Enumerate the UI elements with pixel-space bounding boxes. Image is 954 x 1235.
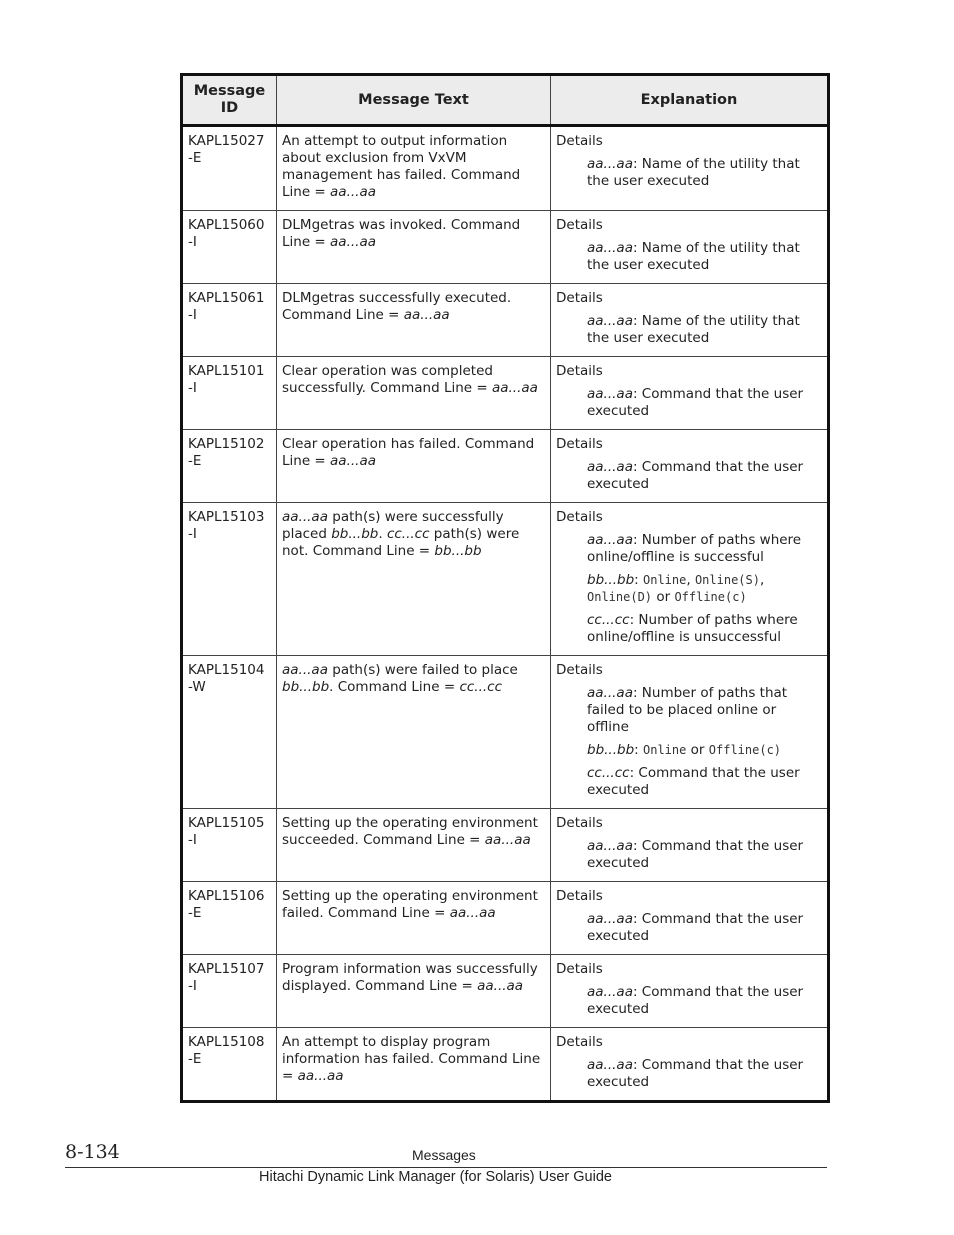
details-label: Details [556, 815, 603, 831]
message-id: KAPL15106 -E [182, 882, 277, 955]
details-label: Details [556, 662, 603, 678]
text-run: Clear operation was completed successfully. Command Line = [282, 363, 493, 396]
variable-text: aa...aa [403, 307, 450, 323]
details-label: Details [556, 290, 603, 306]
explanation-item [587, 240, 822, 274]
text-run: Program information was successfully displayed. Command Line = [282, 961, 538, 994]
message-text [277, 1028, 551, 1102]
message-text [277, 284, 551, 357]
text-run: : Command that the user executed [587, 911, 804, 944]
variable-text: aa...aa [587, 984, 633, 1000]
explanation [551, 656, 829, 809]
message-text [277, 430, 551, 503]
explanation-item [587, 1057, 822, 1091]
explanation [551, 126, 829, 211]
message-text [277, 357, 551, 430]
details-label: Details [556, 1034, 603, 1050]
explanation [551, 809, 829, 882]
text-run: Setting up the operating environment failed. Command Line = [282, 888, 538, 921]
variable-text: aa...aa [587, 911, 633, 927]
text-run: : Command that the user executed [587, 984, 804, 1017]
explanation-item [587, 459, 822, 493]
text-run: An attempt to output information about exclusion from VxVM management has failed. Command Line = [282, 133, 521, 200]
explanation-item [587, 685, 822, 736]
message-text [277, 126, 551, 211]
text-run: DLMgetras successfully executed. Command Line = [282, 290, 512, 323]
details-label: Details [556, 509, 603, 525]
message-id: KAPL15102 -E [182, 430, 277, 503]
text-run: path(s) were failed to place [327, 662, 518, 678]
explanation [551, 882, 829, 955]
variable-text: aa...aa [282, 509, 328, 525]
variable-text: aa...aa [587, 532, 633, 548]
text-run: or [652, 589, 675, 605]
text-run: : Number of paths that failed to be placed online or offline [587, 685, 788, 735]
variable-text: aa...aa [330, 453, 376, 469]
explanation-item [587, 572, 822, 606]
variable-text: aa...aa [282, 662, 328, 678]
variable-text: aa...aa [587, 685, 633, 701]
variable-text: aa...aa [330, 184, 376, 200]
variable-text: cc...cc [386, 526, 430, 542]
code-text: Offline(c) [708, 743, 782, 757]
text-run: Clear operation has failed. Command Line = [282, 436, 535, 469]
text-run: : Command that the user executed [587, 386, 804, 419]
explanation-item [587, 911, 822, 945]
text-run: An attempt to display program information has failed. Command Line = [282, 1034, 541, 1084]
explanation [551, 1028, 829, 1102]
message-id: KAPL15104 -W [182, 656, 277, 809]
text-run: path(s) were successfully placed [282, 509, 504, 542]
explanation [551, 284, 829, 357]
explanation-item [587, 612, 822, 646]
explanation-item [587, 156, 822, 190]
variable-text: aa...aa [587, 838, 633, 854]
code-text: Online(D) [587, 590, 653, 604]
text-run: DLMgetras was invoked. Command Line = [282, 217, 521, 250]
variable-text: bb...bb [587, 742, 635, 758]
text-run: : Command that the user executed [587, 838, 804, 871]
table-row [182, 955, 829, 1028]
variable-text: aa...aa [587, 156, 633, 172]
details-label: Details [556, 436, 603, 452]
variable-text: cc...cc [587, 612, 630, 628]
variable-text: aa...aa [491, 380, 538, 396]
table-row [182, 284, 829, 357]
message-text [277, 809, 551, 882]
text-run: . Command Line = [329, 679, 460, 695]
text-run: : Number of paths where online/offline is successful [587, 532, 802, 565]
variable-text: aa...aa [449, 905, 496, 921]
message-id: KAPL15061 -I [182, 284, 277, 357]
variable-text: aa...aa [587, 459, 633, 475]
variable-text: cc...cc [587, 765, 630, 781]
table-row [182, 430, 829, 503]
table-header-row [182, 75, 829, 126]
variable-text: bb...bb [282, 679, 330, 695]
variable-text: aa...aa [587, 313, 633, 329]
explanation-item [587, 838, 822, 872]
message-id: KAPL15060 -I [182, 211, 277, 284]
text-run: : Name of the utility that the user executed [587, 240, 800, 273]
header-explanation: Explanation [551, 75, 829, 126]
text-run: : Command that the user executed [587, 459, 804, 492]
code-text: Online(S) [694, 573, 760, 587]
code-text: Offline(c) [674, 590, 747, 604]
footer-divider [65, 1167, 827, 1168]
text-run: , [759, 572, 765, 588]
text-run: : Number of paths where online/offline is unsuccessful [587, 612, 798, 645]
code-text: Online [643, 743, 687, 757]
details-label: Details [556, 363, 603, 379]
explanation-item [587, 386, 822, 420]
details-label: Details [556, 133, 603, 149]
header-message-id: Message ID [182, 75, 277, 126]
text-run: : [634, 572, 643, 588]
message-id: KAPL15105 -I [182, 809, 277, 882]
message-id: KAPL15101 -I [182, 357, 277, 430]
variable-text: cc...cc [459, 679, 503, 695]
variable-text: aa...aa [587, 386, 633, 402]
table-row [182, 211, 829, 284]
text-run: . [378, 526, 387, 542]
message-text [277, 503, 551, 656]
details-label: Details [556, 888, 603, 904]
guide-title: Hitachi Dynamic Link Manager (for Solaris) User Guide [259, 1169, 612, 1185]
message-text [277, 882, 551, 955]
section-title: Messages [412, 1147, 476, 1163]
message-text [277, 656, 551, 809]
variable-text: bb...bb [434, 543, 482, 559]
message-id: KAPL15107 -I [182, 955, 277, 1028]
page-number: 8-134 [65, 1141, 120, 1163]
table-row [182, 357, 829, 430]
text-run: or [686, 742, 709, 758]
message-text [277, 955, 551, 1028]
explanation [551, 357, 829, 430]
table-row [182, 882, 829, 955]
text-run: : Command that the user executed [587, 765, 800, 798]
explanation-item [587, 532, 822, 566]
table-row [182, 1028, 829, 1102]
variable-text: bb...bb [331, 526, 379, 542]
table-row [182, 809, 829, 882]
variable-text: bb...bb [587, 572, 635, 588]
message-text [277, 211, 551, 284]
variable-text: aa...aa [330, 234, 376, 250]
table-row [182, 656, 829, 809]
explanation [551, 211, 829, 284]
message-table [180, 73, 830, 1103]
explanation-item [587, 742, 822, 759]
explanation [551, 503, 829, 656]
variable-text: aa...aa [297, 1068, 344, 1084]
explanation-item [587, 313, 822, 347]
table-row [182, 503, 829, 656]
variable-text: aa...aa [477, 978, 524, 994]
text-run: , [686, 572, 695, 588]
variable-text: aa...aa [484, 832, 531, 848]
text-run: Setting up the operating environment succeeded. Command Line = [282, 815, 538, 848]
text-run: : [634, 742, 643, 758]
message-id: KAPL15108 -E [182, 1028, 277, 1102]
message-id: KAPL15103 -I [182, 503, 277, 656]
message-id: KAPL15027 -E [182, 126, 277, 211]
details-label: Details [556, 961, 603, 977]
table-body [182, 126, 829, 1102]
explanation-item [587, 984, 822, 1018]
code-text: Online [643, 573, 687, 587]
text-run: : Name of the utility that the user executed [587, 313, 800, 346]
header-message-text: Message Text [277, 75, 551, 126]
explanation [551, 955, 829, 1028]
table-row [182, 126, 829, 211]
variable-text: aa...aa [587, 1057, 633, 1073]
variable-text: aa...aa [587, 240, 633, 256]
explanation [551, 430, 829, 503]
text-run: path(s) were not. Command Line = [282, 526, 520, 559]
details-label: Details [556, 217, 603, 233]
text-run: : Name of the utility that the user executed [587, 156, 800, 189]
text-run: : Command that the user executed [587, 1057, 804, 1090]
explanation-item [587, 765, 822, 799]
